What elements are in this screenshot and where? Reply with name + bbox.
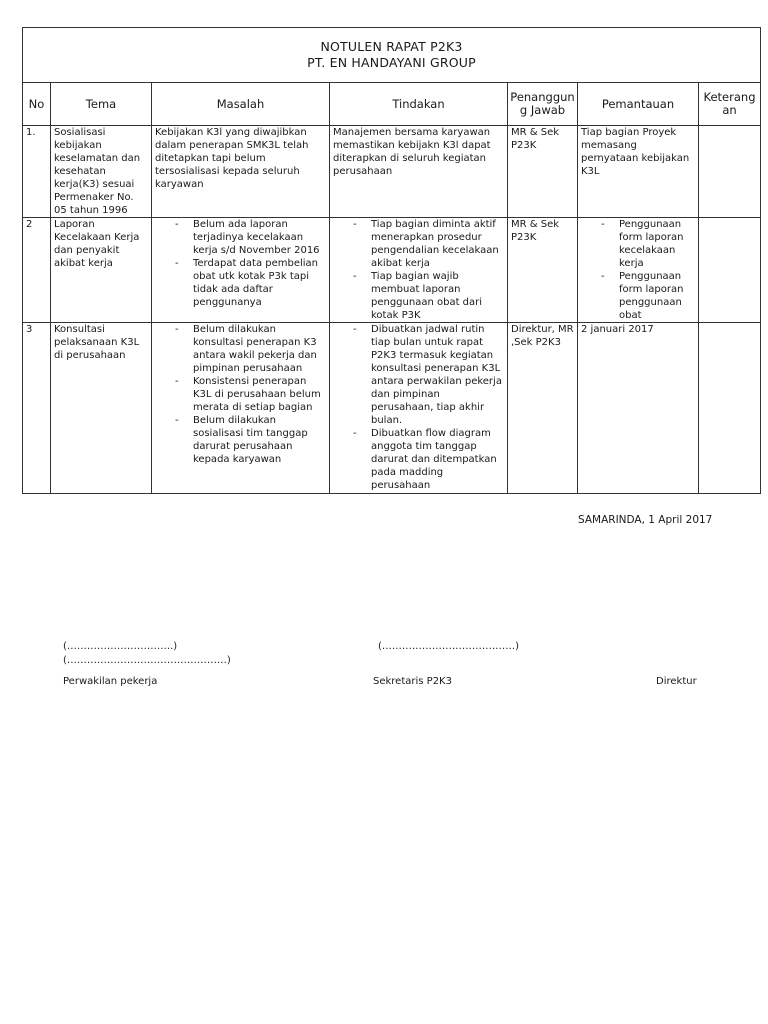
signature-dots-3: (…………………………………………) bbox=[63, 655, 231, 666]
row-penanggung-jawab: Direktur, MR ,Sek P2K3 bbox=[508, 323, 578, 494]
list-item: - Terdapat data pembelian obat utk kotak P3k tapi tidak ada daftar penggunanya bbox=[155, 257, 326, 309]
row-keterangan bbox=[699, 218, 761, 323]
list-item: - Penggunaan form laporan kecelakaan kerja bbox=[581, 218, 695, 270]
header-penanggung-jawab: Penanggung Jawab bbox=[508, 83, 578, 126]
row-tindakan: Manajemen bersama karyawan memastikan kebijakn K3l dapat diterapkan di seluruh kegiatan perusahaan bbox=[330, 126, 508, 218]
list-item: - Penggunaan form laporan penggunaan obat bbox=[581, 270, 695, 322]
header-no: No bbox=[23, 83, 51, 126]
header-keterangan: Keterangan bbox=[699, 83, 761, 126]
row-penanggung-jawab: MR & Sek P23K bbox=[508, 218, 578, 323]
row-tema: Sosialisasi kebijakan keselamatan dan kesehatan kerja(K3) sesuai Permenaker No. 05 tahun 1996 bbox=[51, 126, 152, 218]
row-penanggung-jawab: MR & Sek P23K bbox=[508, 126, 578, 218]
document-title: NOTULEN RAPAT P2K3 bbox=[320, 39, 463, 54]
row-keterangan bbox=[699, 126, 761, 218]
row-no: 3 bbox=[23, 323, 51, 494]
table-row bbox=[23, 218, 761, 323]
row-masalah bbox=[152, 218, 330, 323]
list-item: - Tiap bagian wajib membuat laporan penggunaan obat dari kotak P3K bbox=[333, 270, 504, 322]
row-pemantauan bbox=[578, 218, 699, 323]
masalah-list bbox=[155, 323, 326, 466]
row-tema: Laporan Kecelakaan Kerja dan penyakit akibat kerja bbox=[51, 218, 152, 323]
list-item: - Dibuatkan jadwal rutin tiap bulan untuk rapat P2K3 termasuk kegiatan konsultasi penerapan K3L antara perwakilan pekerja dan pimpinan perusahaan, tiap akhir bulan. bbox=[333, 323, 504, 427]
row-no: 1. bbox=[23, 126, 51, 218]
tindakan-list bbox=[333, 218, 504, 322]
list-item: - Belum ada laporan terjadinya kecelakaan kerja s/d November 2016 bbox=[155, 218, 326, 257]
signature-dots-2: (………………………………….) bbox=[378, 641, 519, 652]
signature-dots-1: (…………………………..) bbox=[63, 641, 178, 652]
header-masalah: Masalah bbox=[152, 83, 330, 126]
pemantauan-list bbox=[581, 218, 695, 322]
row-masalah: Kebijakan K3l yang diwajibkan dalam penerapan SMK3L telah ditetapkan tapi belum tersosialisasi kepada seluruh karyawan bbox=[152, 126, 330, 218]
header-tindakan: Tindakan bbox=[330, 83, 508, 126]
place-date: SAMARINDA, 1 April 2017 bbox=[578, 514, 713, 526]
minutes-table bbox=[22, 27, 761, 494]
table-row bbox=[23, 126, 761, 218]
row-pemantauan: 2 januari 2017 bbox=[578, 323, 699, 494]
signature-label-sekretaris: Sekretaris P2K3 bbox=[373, 676, 452, 687]
list-item: - Belum dilakukan sosialisasi tim tanggap darurat perusahaan kepada karyawan bbox=[155, 414, 326, 466]
row-tema: Konsultasi pelaksanaan K3L di perusahaan bbox=[51, 323, 152, 494]
row-pemantauan: Tiap bagian Proyek memasang pernyataan kebijakan K3L bbox=[578, 126, 699, 218]
list-item: - Konsistensi penerapan K3L di perusahaan belum merata di setiap bagian bbox=[155, 375, 326, 414]
list-item: - Tiap bagian diminta aktif menerapkan prosedur pengendalian kecelakaan akibat kerja bbox=[333, 218, 504, 270]
table-header-row bbox=[23, 83, 761, 126]
list-item: - Dibuatkan flow diagram anggota tim tanggap darurat dan ditempatkan pada madding perusahaan bbox=[333, 427, 504, 492]
header-tema: Tema bbox=[51, 83, 152, 126]
table-row bbox=[23, 323, 761, 494]
row-masalah bbox=[152, 323, 330, 494]
tindakan-list bbox=[333, 323, 504, 492]
signature-label-perwakilan: Perwakilan pekerja bbox=[63, 676, 158, 687]
row-no: 2 bbox=[23, 218, 51, 323]
signature-label-direktur: Direktur bbox=[656, 676, 697, 687]
row-tindakan bbox=[330, 218, 508, 323]
masalah-list bbox=[155, 218, 326, 309]
row-keterangan bbox=[699, 323, 761, 494]
company-name: PT. EN HANDAYANI GROUP bbox=[307, 55, 476, 70]
header-pemantauan: Pemantauan bbox=[578, 83, 699, 126]
list-item: - Belum dilakukan konsultasi penerapan K3 antara wakil pekerja dan pimpinan perusahaan bbox=[155, 323, 326, 375]
title-cell bbox=[23, 28, 761, 83]
row-tindakan bbox=[330, 323, 508, 494]
